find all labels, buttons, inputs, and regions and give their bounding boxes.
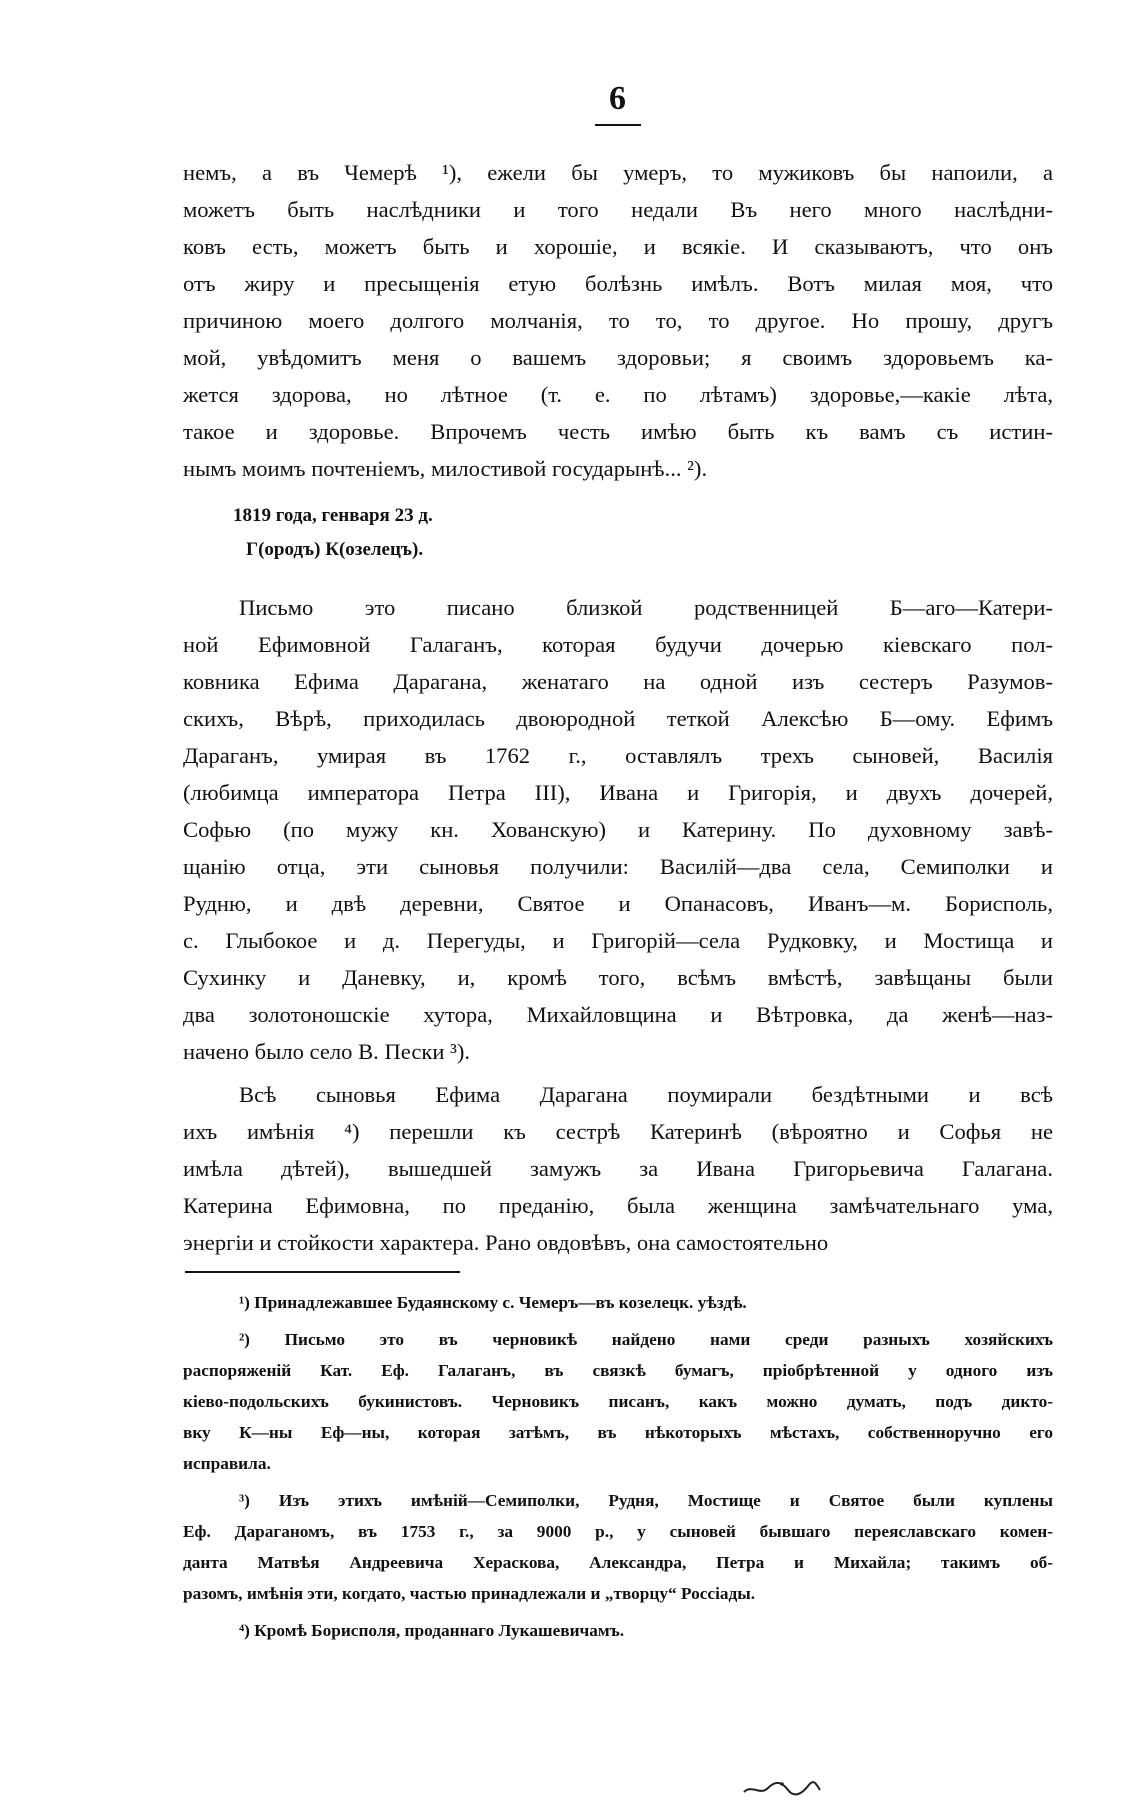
footnote-line: ¹) Принадлежавшее Будаянскому с. Чемеръ—въ козелецк. уѣздѣ. bbox=[239, 1293, 747, 1312]
text-line: два золотоношскіе хутора, Михайловщина и Вѣтровка, да женѣ—наз- bbox=[183, 1002, 1053, 1027]
footnote-line: распоряженій Кат. Еф. Галаганъ, въ связкѣ бумагъ, пріобрѣтенной у одного изъ bbox=[183, 1361, 1053, 1380]
text-line: Дараганъ, умирая въ 1762 г., оставлялъ трехъ сыновей, Василія bbox=[183, 743, 1053, 768]
text-line: немъ, а въ Чемерѣ ¹), ежели бы умеръ, то мужиковъ бы напоили, а bbox=[183, 160, 1053, 185]
paragraph-2 bbox=[183, 1076, 1053, 1261]
footnote-line: разомъ, имѣнія эти, когдато, частью принадлежали и „творцу“ Россіады. bbox=[183, 1584, 756, 1603]
text-line: мой, увѣдомитъ меня о вашемъ здоровьи; я своимъ здоровьемъ ка- bbox=[183, 345, 1053, 370]
text-line: такое и здоровье. Впрочемъ честь имѣю быть къ вамъ съ истин- bbox=[183, 419, 1053, 444]
text-line: ковъ есть, можетъ быть и хорошіе, и всякіе. И сказываютъ, что онъ bbox=[183, 234, 1053, 259]
text-line: ихъ имѣнія ⁴) перешли къ сестрѣ Катеринѣ (вѣроятно и Софья не bbox=[183, 1119, 1053, 1144]
text-line: имѣла дѣтей), вышедшей замужъ за Ивана Григорьевича Галагана. bbox=[183, 1156, 1053, 1181]
text-line: Рудню, и двѣ деревни, Святое и Опанасовъ, Иванъ—м. Борисполь, bbox=[183, 891, 1053, 916]
footnote-line: Еф. Дараганомъ, въ 1753 г., за 9000 р., у сыновей бывшаго переяславскаго комен- bbox=[183, 1522, 1053, 1541]
page-number-underline bbox=[595, 124, 641, 126]
text-line: Катерина Ефимовна, по преданію, была женщина замѣчательнаго ума, bbox=[183, 1193, 1053, 1218]
paragraph-1 bbox=[183, 589, 1053, 1070]
text-line: Письмо это писано близкой родственницей Б—аго—Катери- bbox=[239, 595, 1053, 620]
footnote-2 bbox=[183, 1324, 1053, 1479]
footnote-1 bbox=[183, 1287, 1053, 1318]
footnote-separator bbox=[185, 1271, 460, 1273]
footnote-line: ⁴) Кромѣ Борисполя, проданнаго Лукашевичамъ. bbox=[239, 1621, 625, 1640]
text-line: можетъ быть наслѣдники и того недали Въ него много наслѣдни- bbox=[183, 197, 1053, 222]
text-line: начено было село В. Пески ³). bbox=[183, 1039, 471, 1064]
footnote-line: ²) Письмо это въ черновикѣ найдено нами среди разныхъ хозяйскихъ bbox=[239, 1330, 1053, 1349]
footnote-list bbox=[183, 1287, 1053, 1646]
ornament-icon bbox=[742, 1778, 822, 1798]
footnote-line: данта Матвѣя Андреевича Хераскова, Александра, Петра и Михайла; такимъ об- bbox=[183, 1553, 1053, 1572]
footnotes bbox=[183, 1271, 1053, 1646]
text-line: энергіи и стойкости характера. Рано овдовѣвъ, она самостоятельно bbox=[183, 1230, 829, 1255]
letter-text bbox=[183, 154, 1053, 487]
text-line: отъ жиру и пресыщенія етую болѣзнь имѣлъ. Вотъ милая моя, что bbox=[183, 271, 1053, 296]
text-line: ной Ефимовной Галаганъ, которая будучи дочерью кіевскаго пол- bbox=[183, 632, 1053, 657]
footnote-4 bbox=[183, 1615, 1053, 1646]
text-line: (любимца императора Петра III), Ивана и Григорія, и двухъ дочерей, bbox=[183, 780, 1053, 805]
footnote-line: кіево-подольскихъ букинистовъ. Черновикъ писанъ, какъ можно думать, подъ дикто- bbox=[183, 1392, 1053, 1411]
footnote-line: ³) Изъ этихъ имѣній—Семиполки, Рудня, Мостище и Святое были куплены bbox=[239, 1491, 1053, 1510]
text-line: Софью (по мужу кн. Хованскую) и Катерину. По духовному завѣ- bbox=[183, 817, 1053, 842]
book-page bbox=[183, 80, 1053, 1652]
page-number: 6 bbox=[609, 80, 627, 117]
letter-signature-block bbox=[183, 499, 1053, 567]
text-line: с. Глыбокое и д. Перегуды, и Григорій—села Рудковку, и Мостища и bbox=[183, 928, 1053, 953]
footnote-3 bbox=[183, 1485, 1053, 1609]
text-line: Всѣ сыновья Ефима Дарагана поумирали бездѣтными и всѣ bbox=[239, 1082, 1053, 1107]
text-line: скихъ, Вѣрѣ, приходилась двоюродной теткой Алексѣю Б—ому. Ефимъ bbox=[183, 706, 1053, 731]
text-line: щанію отца, эти сыновья получили: Василій—два села, Семиполки и bbox=[183, 854, 1053, 879]
footnote-line: исправила. bbox=[183, 1454, 271, 1473]
text-line: жется здорова, но лѣтное (т. е. по лѣтамъ) здоровье,—какіе лѣта, bbox=[183, 382, 1053, 407]
letter-place: Г(ородъ) К(озелецъ). bbox=[246, 539, 424, 560]
text-line: причиною моего долгого молчанія, то то, то другое. Но прошу, другъ bbox=[183, 308, 1053, 333]
text-line: ковника Ефима Дарагана, женатаго на одной изъ сестеръ Разумов- bbox=[183, 669, 1053, 694]
letter-date: 1819 года, генваря 23 д. bbox=[233, 505, 433, 526]
text-line: Сухинку и Даневку, и, кромѣ того, всѣмъ вмѣстѣ, завѣщаны были bbox=[183, 965, 1053, 990]
footnote-line: вку К—ны Еф—ны, которая затѣмъ, въ нѣкоторыхъ мѣстахъ, собственноручно его bbox=[183, 1423, 1053, 1442]
text-line: нымъ моимъ почтеніемъ, милостивой государынѣ... ²). bbox=[183, 456, 708, 481]
